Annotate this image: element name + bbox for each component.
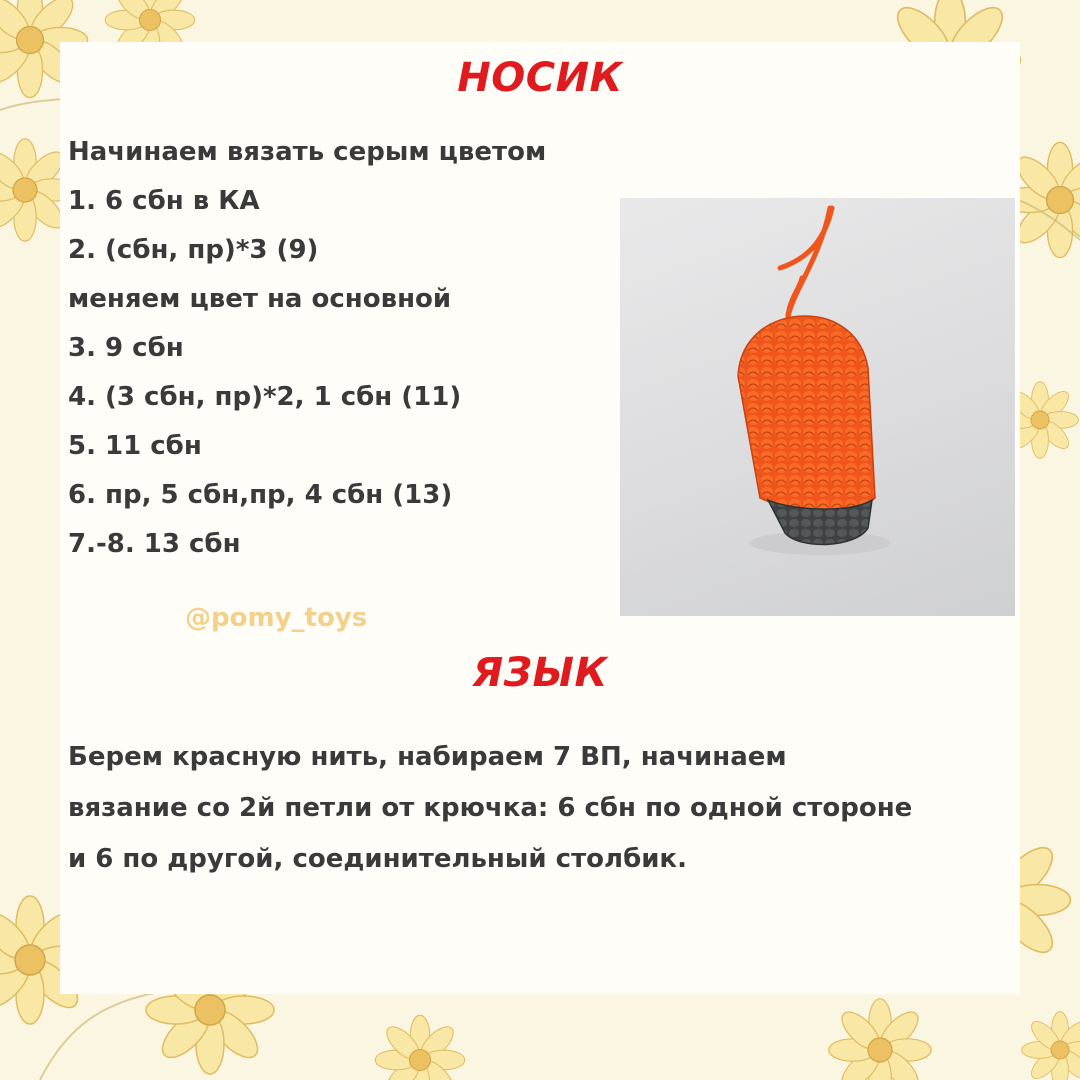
nose-heading: НОСИК — [457, 55, 623, 101]
tongue-line: Берем красную нить, набираем 7 ВП, начинаем — [68, 742, 787, 772]
nose-step: 6. пр, 5 сбн,пр, 4 сбн (13) — [68, 480, 453, 510]
nose-step: Начинаем вязать серым цветом — [68, 137, 547, 167]
crochet-nose-photo — [620, 198, 1015, 616]
tongue-heading: ЯЗЫК — [472, 650, 608, 696]
watermark: @pomy_toys — [185, 603, 368, 633]
nose-steps-list — [68, 128, 546, 569]
nose-step: 5. 11 сбн — [68, 431, 202, 461]
nose-step: 4. (3 сбн, пр)*2, 1 сбн (11) — [68, 382, 462, 412]
tongue-line: и 6 по другой, соединительный столбик. — [68, 844, 687, 874]
nose-step: 2. (сбн, пр)*3 (9) — [68, 235, 319, 265]
nose-step: 1. 6 сбн в КА — [68, 186, 260, 216]
crochet-nose-illustration — [620, 198, 1015, 616]
nose-step: 7.-8. 13 сбн — [68, 529, 241, 559]
tongue-instructions — [68, 732, 1018, 885]
nose-step: 3. 9 сбн — [68, 333, 184, 363]
tongue-line: вязание со 2й петли от крючка: 6 сбн по одной стороне — [68, 793, 913, 823]
nose-step: меняем цвет на основной — [68, 284, 452, 314]
